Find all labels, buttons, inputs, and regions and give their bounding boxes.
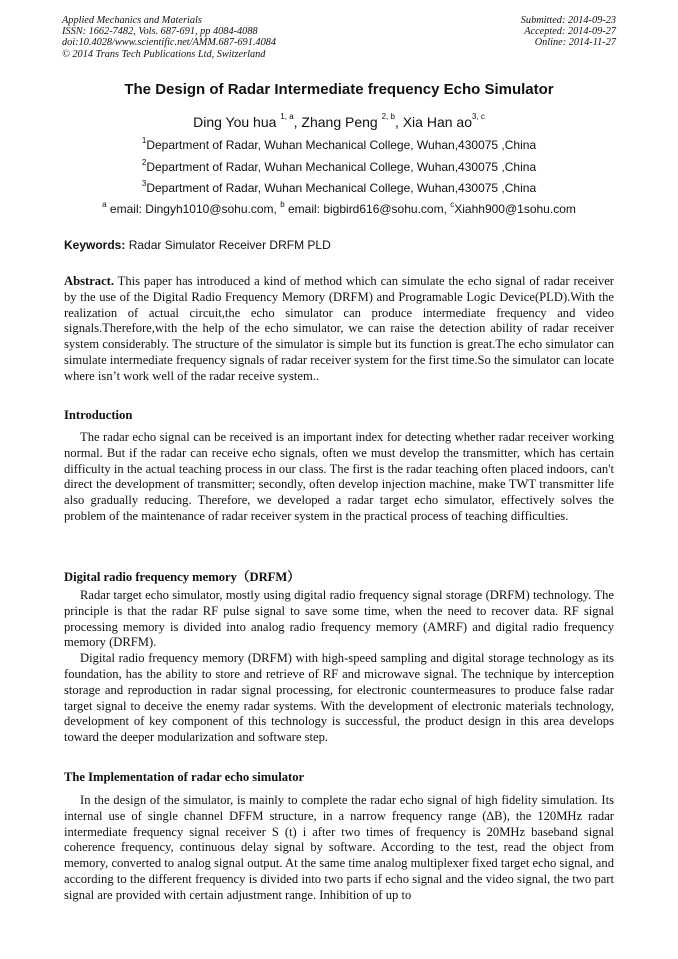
email-a[interactable]: email: Dingyh1010@sohu.com,	[106, 202, 281, 216]
paragraph: The radar echo signal can be received is an important index for detecting whether radar receiver working normal. But if the radar can receive echo signals, often we must develop the transmitter, which has certain difficulty in the actual teaching process in our class. The first is the radar teaching often placed indoors, can't direct the development of transmitter; secondly, often develop injection machine, make TWT transmitter life also gradually reducing. Therefore, we developed a radar target echo simulator, effectively solves the problem of the maintenance of radar receiver system in the practical process of teaching difficulties.	[64, 430, 614, 523]
email-list: $^a$ email: Dingyh1010@sohu.com, $^b$ email: bigbird616@sohu.com, $^c$Xiahh900@1sohu.com	[102, 200, 576, 216]
keywords	[64, 238, 331, 252]
author-name: Zhang Peng	[301, 114, 382, 130]
author-marker: 2, b	[381, 112, 395, 121]
issn-line: ISSN: 1662-7482, Vols. 687-691, pp 4084-4088	[62, 26, 258, 38]
online-date: Online: 2014-11-27	[534, 37, 616, 49]
author-list: Ding You hua $^{1, a}$, Zhang Peng $^{2, b}$, Xia Han ao$^{3, c}$	[193, 112, 485, 130]
author-name: Xia Han ao	[402, 114, 472, 130]
paragraph: Digital radio frequency memory (DRFM) with high-speed sampling and digital storage technology as its foundation, has the ability to store and retrieve of RF and microwave signal. The technique by interception storage and reproduction in radar signal processing, for electronic countermeasures to produce false radar target signal to deceive the enemy radar systems. With the development of electronic materials technology, development of key component of this technology is successful, the product design in this area develops toward the deeper modularization and software step.	[64, 651, 614, 745]
affiliation-2: $^2$Department of Radar, Wuhan Mechanical College, Wuhan,430075 ,China	[141, 158, 537, 174]
abstract	[64, 274, 614, 385]
author-marker: 1, a	[280, 112, 294, 121]
drfm-body	[64, 588, 614, 746]
email-b[interactable]: email: bigbird616@sohu.com,	[284, 202, 451, 216]
submitted-date: Submitted: 2014-09-23	[520, 15, 616, 26]
author-marker: 3, c	[472, 112, 485, 121]
abstract-label: Abstract.	[64, 274, 115, 288]
paragraph: Radar target echo simulator, mostly using digital radio frequency signal storage (DRFM) technology. The principle is that the radar RF pulse signal to save some time, when the need to recover data. RF signal processing memory is divided into analog radio frequency memory (AMRF) and digital radio frequency memory (DRFM).	[64, 588, 614, 650]
accepted-date: Accepted: 2014-09-27	[524, 26, 616, 38]
affiliation-1: $^1$Department of Radar, Wuhan Mechanical College, Wuhan,430075 ,China	[141, 136, 537, 152]
journal-info	[62, 15, 276, 60]
affiliation-3: $^3$Department of Radar, Wuhan Mechanical College, Wuhan,430075 ,China	[141, 179, 537, 195]
dates-info	[521, 15, 616, 49]
keywords-text: Radar Simulator Receiver DRFM PLD	[125, 238, 331, 252]
email-c[interactable]: Xiahh900@1sohu.com	[454, 202, 576, 216]
paragraph: In the design of the simulator, is mainly to complete the radar echo signal of high fidelity simulation. Its internal use of single channel DFFM structure, in a narrow frequency range (∆B), the 120MHz radar intermediate frequency signal receiver S (t) i after two times of frequency is 20MHz baseband signal coherence frequency, continuous delay signal by software. According to the test, read the object from memory, converted to analog signal output. At the same time analog multiplexer fixed target echo signal, and according to the different frequency is divided into two parts if echo signal and the video signal, the two part signal are provided with certain adjustment range. Inhibition of up to	[64, 793, 614, 902]
copyright-line: © 2014 Trans Tech Publications Ltd, Switzerland	[62, 48, 266, 60]
doi-line[interactable]: doi:10.4028/www.scientific.net/AMM.687-691.4084	[62, 37, 277, 49]
introduction-body	[64, 430, 614, 525]
section-heading-implementation: The Implementation of radar echo simulator	[64, 770, 305, 784]
journal-name: Applied Mechanics and Materials	[62, 15, 202, 26]
section-heading-drfm: Digital radio frequency memory（DRFM）	[64, 570, 300, 584]
abstract-text: This paper has introduced a kind of method which can simulate the echo signal of radar receiver by the use of the Digital Radio Frequency Memory (DRFM) and Programable Logic Device(PLD).With the realization of actual circuit,the echo simulator can produce intermediate frequency and video signals.Therefore,with the help of the echo simulator, we can raise the detection ability of radar receiver system considerably. The structure of the simulator is simple but its function is great.The echo simulator can simulate intermediate frequency signals of radar receiver system for the first time.So the simulator can locate where isn’t work well of the radar receive system..	[64, 274, 614, 383]
author-name: Ding You hua	[193, 114, 281, 130]
keywords-label: Keywords:	[64, 238, 126, 252]
section-heading-introduction: Introduction	[64, 408, 133, 422]
paper-title: The Design of Radar Intermediate frequency Echo Simulator	[124, 81, 554, 98]
implementation-body	[64, 793, 614, 904]
